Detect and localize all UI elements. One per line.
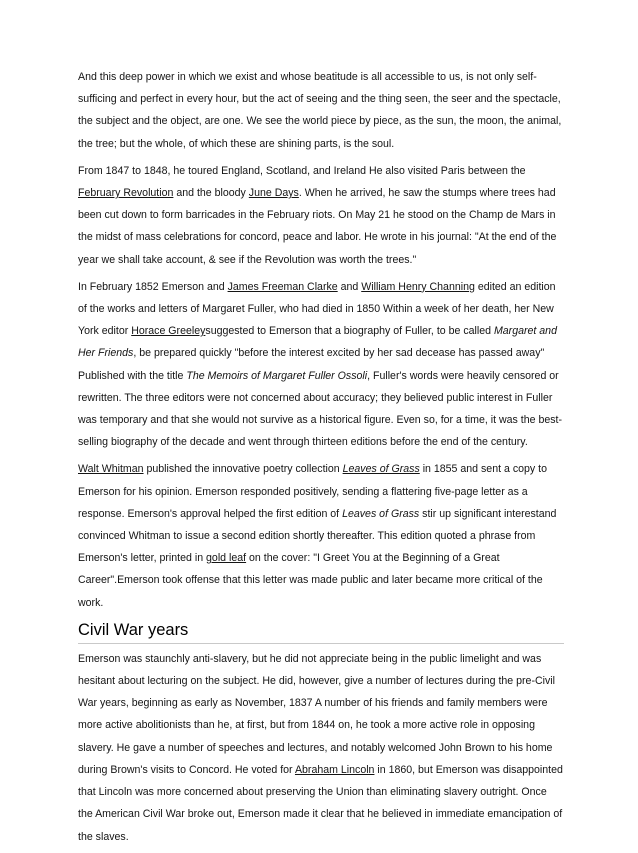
paragraph-text: stir up significant interestand convinced Whitman to issue a second edition shortly thereafter. This edition quoted a phrase from Emerson's letter, printed in bbox=[78, 507, 557, 565]
paragraph-text: In February 1852 Emerson and bbox=[78, 280, 228, 293]
book-title: The Memoirs of Margaret Fuller Ossoli bbox=[186, 369, 368, 382]
paragraph-text: edited an edition of the works and letters of Margaret Fuller, who had died in 1850 Within a week of her death, her New York editor bbox=[78, 280, 556, 338]
link-june-days[interactable]: June Days bbox=[248, 187, 299, 200]
section-heading-civil-war: Civil War years bbox=[78, 619, 564, 644]
link-february-revolution[interactable]: February Revolution bbox=[78, 187, 174, 200]
link-walt-whitman[interactable]: Walt Whitman bbox=[78, 463, 144, 476]
link-abraham-lincoln[interactable]: Abraham Lincoln bbox=[294, 763, 375, 776]
paragraph-text: . When he arrived, he saw the stumps where trees had been cut down to form barricades in the February riots. On May 21 he stood on the Champ de Mars in the midst of mass celebrations for concord, peace and labor. He wrote in his journal: "At the end of the year we shall take account, & see if the Revolution was worth the trees." bbox=[78, 187, 557, 266]
paragraph-text: suggested to Emerson that a biography of Fuller, to be called bbox=[205, 325, 494, 338]
paragraph-whitman bbox=[78, 458, 564, 613]
paragraph-text: And this deep power in which we exist and whose beatitude is all accessible to us, is not only self-sufficing and perfect in every hour, but the act of seeing and the thing seen, the seer and the spectacle, the subject and the object, are one. We see the world piece by piece, as the sun, the moon, the animal, the tree; but the whole, of which these are shining parts, is the soul. bbox=[78, 71, 562, 150]
paragraph-text: published the innovative poetry collection bbox=[143, 463, 343, 476]
book-title: Margaret and Her Friends bbox=[78, 325, 557, 360]
link-james-freeman-clarke[interactable]: James Freeman Clarke bbox=[227, 280, 338, 293]
link-gold-leaf[interactable]: gold leaf bbox=[206, 552, 247, 565]
document-page bbox=[78, 66, 564, 853]
paragraph-fuller-memoirs bbox=[78, 276, 564, 454]
paragraph-text: and the bloody bbox=[173, 187, 249, 200]
paragraph-text: Emerson was staunchly anti-slavery, but he did not appreciate being in the public limelight and was hesitant about lecturing on the subject. He did, however, give a number of lectures during the pre-Civil War years, beginning as early as November, 1837 A number of his friends and family members were more active abolitionists than he, at first, but from 1844 on, he took a more active role in opposing slavery. He gave a number of speeches and lectures, and notably welcomed John Brown to his home during Brown's visits to Concord. He voted for bbox=[78, 652, 555, 776]
paragraph-text: on the cover: "I Greet You at the Beginning of a Great Career".Emerson took offense that this letter was made public and later became more critical of the work. bbox=[78, 552, 543, 609]
paragraph-anti-slavery bbox=[78, 648, 564, 848]
paragraph-soul bbox=[78, 66, 564, 155]
paragraph-text: From 1847 to 1848, he toured England, Scotland, and Ireland He also visited Paris between the bbox=[78, 164, 526, 177]
paragraph-text: in 1855 and sent a copy to Emerson for his opinion. Emerson responded positively, sending a flattering five-page letter as a response. Emerson's approval helped the first edition of bbox=[78, 463, 547, 520]
paragraph-text: in 1860, but Emerson was disappointed that Lincoln was more concerned about preserving the Union than eliminating slavery outright. Once the American Civil War broke out, Emerson made it clear that he believed in immediate emancipation of the slaves. bbox=[78, 763, 563, 843]
link-william-henry-channing[interactable]: William Henry Channing bbox=[361, 280, 475, 293]
paragraph-text: and bbox=[337, 280, 362, 293]
paragraph-text: , be prepared quickly "before the interest excited by her sad decease has passed away" Published with the title bbox=[78, 347, 545, 382]
book-title: Leaves of Grass bbox=[342, 463, 420, 476]
link-horace-greeley[interactable]: Horace Greeley bbox=[131, 325, 206, 338]
paragraph-europe-tour bbox=[78, 160, 564, 271]
book-title: Leaves of Grass bbox=[342, 507, 420, 520]
link-leaves-of-grass[interactable] bbox=[343, 463, 420, 475]
paragraph-text: , Fuller's words were heavily censored or rewritten. The three editors were not concerned about accuracy; they believed public interest in Fuller was temporary and that she would not survive as a historical figure. Even so, for a time, it was the best-selling biography of the decade and went through thirteen editions before the end of the century. bbox=[78, 369, 563, 449]
